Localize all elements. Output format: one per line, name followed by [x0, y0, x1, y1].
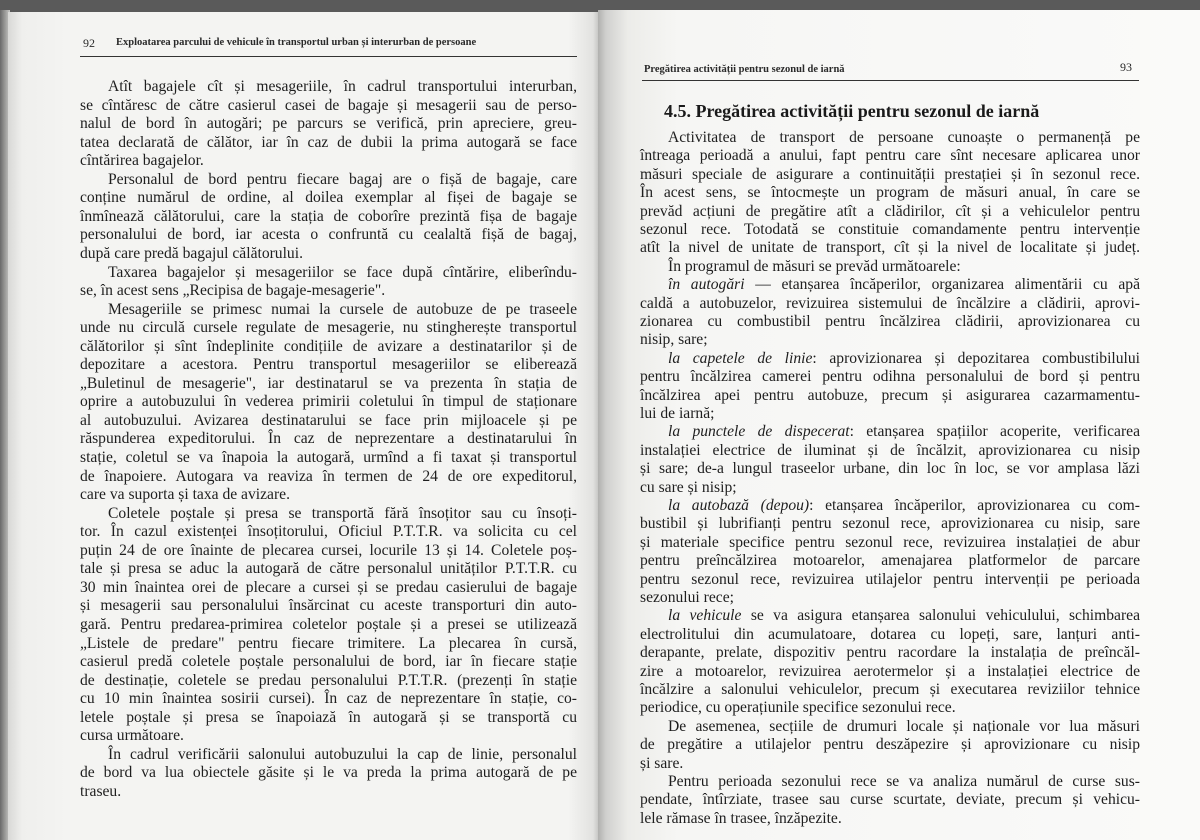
line-text: bustibil și lubrifianți pentru sezonul rece, aprovizionarea cu nisip, sare — [640, 515, 1140, 533]
text-line — [640, 423, 1140, 441]
text-line: stație, coletul se va înapoia la autogară, urmînd a fi taxat și transportul — [80, 449, 577, 466]
text-line: conține numărul de ordine, al doilea exemplar al fișei de bagaje se — [80, 189, 577, 207]
text-line — [640, 239, 1140, 257]
text-line — [640, 129, 1140, 147]
text-line: gară. Pentru predarea-primirea coletelor poștale și a presei se utilizează — [80, 615, 577, 633]
text-line: puțin 24 de ore înainte de plecarea cursei, locurile 13 și 14. Coletele poș- — [80, 541, 577, 559]
text-line: Atît bagajele cît și mesageriile, în cadrul transportului interurban, — [108, 78, 577, 95]
text-line: și mesagerii sau personalului însărcinat cu aceste transporturi din auto- — [80, 597, 577, 615]
text-line — [640, 681, 1140, 699]
line-text: lui de iarnă; — [640, 405, 715, 422]
italic-term: la punctele de dispecerat — [668, 423, 850, 441]
text-line — [640, 387, 1140, 405]
text-line — [640, 331, 1140, 349]
text-line — [640, 699, 1140, 717]
text-line: al autobuzului. Avizarea destinatarului se face prin mijloacele și pe — [80, 411, 577, 429]
text-line — [640, 479, 1140, 497]
line-text: sezonul rece. Totodată se constituie comandamente pentru intervenție — [640, 221, 1140, 238]
text-line — [640, 626, 1140, 644]
text-line: cîntărirea bagajelor. — [80, 152, 204, 170]
text-line: de destinație, coletele se predau personalului P.T.T.R. (prezenți în stație — [80, 671, 577, 689]
line-text: instalației electrice de iluminat și de încălzit, aprovizionarea cu nisip — [640, 441, 1140, 459]
text-line — [640, 718, 1140, 736]
text-line — [640, 644, 1140, 662]
left-page — [8, 12, 598, 840]
italic-term: în autogări — [668, 276, 745, 294]
text-line: unde nu circulă cursele regulate de mesagerie, nu stingherește transportul — [80, 319, 577, 337]
text-line: tor. În cazul existenței însoțitorului, Oficiul P.T.T.R. va solicita cu cel — [80, 523, 577, 541]
line-text: zire a motoarelor, revizuirea aerotermelor și a instalației electrice de — [640, 662, 1140, 680]
line-text: cu sare și nisip; — [640, 478, 737, 496]
text-line — [640, 607, 1140, 625]
text-line — [640, 166, 1140, 184]
line-text: atît la nivel de unitate de transport, cît și la nivel de localitate și județ. — [640, 239, 1140, 257]
line-text: caldă a autobuzelor, revizuirea sistemului de încălzire a clădirii, aprovi- — [640, 294, 1140, 312]
text-line — [640, 350, 1140, 368]
line-text: pendate, întîrziate, trasee sau curse scurtate, deviate, precum și vehicu- — [640, 791, 1140, 809]
text-line: de înapoiere. Autogara va reaviza în termen de 24 de ore expeditorul, — [80, 467, 577, 485]
text-line — [640, 221, 1140, 239]
running-head: Pregătirea activității pentru sezonul de iarnă — [644, 64, 845, 75]
line-text: pentru sezonul rece, revizuirea utilajelor pentru intervenții pe perioada — [640, 570, 1140, 588]
text-line: „Listele de predare" pentru fiecare trimitere. La plecarea în cursă, — [80, 634, 577, 652]
right-page — [598, 10, 1200, 840]
text-line — [640, 497, 1140, 515]
header-rule — [80, 56, 577, 57]
text-line — [640, 515, 1140, 533]
text-line: oprire a autobuzului în vederea primirii coletului în timpul de staționare — [80, 393, 577, 411]
text-line — [640, 810, 1140, 828]
text-line — [640, 736, 1140, 754]
line-text: În programul de măsuri se prevăd următoarele: — [668, 257, 961, 275]
text-line: letele poștale și presa se înapoiază în autogară și se transportă cu — [80, 708, 577, 726]
text-line: de bord va lua obiectele găsite și le va preda la prima autogară de pe — [80, 764, 577, 782]
line-text: prevăd acțiuni de pregătire atît a clădirilor, cît și a vehiculelor pentru — [640, 202, 1140, 220]
text-line — [640, 773, 1140, 791]
italic-term: la autobază (depou) — [668, 497, 810, 514]
line-text: și sare; de-a lungul traseelor urbane, din loc în loc, se vor amplasa lăzi — [640, 460, 1140, 478]
line-text: În acest sens, se întocmește un program de măsuri anual, în care se — [640, 184, 1140, 202]
line-text: — etanșarea încăperilor, organizarea alimentării cu apă — [744, 276, 1140, 294]
running-head: Exploatarea parcului de vehicule în transportul urban și interurban de persoane — [116, 37, 477, 48]
text-line: cu 10 min înaintea sosirii cursei). În caz de neprezentare în stație, co- — [80, 690, 577, 708]
text-line: Personalul de bord pentru fiecare bagaj are o fișă de bagaje, care — [108, 170, 577, 188]
text-line: înmînează călătorului, care la stația de coborîre prezintă fișa de bagaje — [80, 207, 577, 225]
text-line — [640, 276, 1140, 294]
line-text: și materiale specifice pentru sezonul rece, revizuirea instalației de abur — [640, 533, 1140, 551]
text-line: se, în acest sens „Recipisa de bagaje-mesagerie". — [80, 282, 386, 300]
text-line: „Buletinul de mesagerie", iar destinatarul se va prezenta în stația de — [80, 374, 577, 392]
text-line: tatea declarată de călător, iar în caz de dubii la prima autogară se face — [80, 133, 577, 151]
line-text: : aprovizionarea și depozitarea combustibilului — [812, 349, 1141, 367]
text-line: personalului de bord, iar acesta o confruntă cu cealaltă fișă de bagaj, — [80, 226, 577, 244]
text-line — [640, 460, 1140, 478]
text-line: care va suporta și taxa de avizare. — [80, 486, 290, 504]
text-line: 30 min înaintea orei de plecare a cursei și se predau casierului de bagaje — [80, 578, 577, 596]
text-line: după care predă bagajul călătorului. — [80, 244, 303, 262]
text-line — [640, 203, 1140, 221]
line-text: sezonului rece; — [640, 589, 734, 606]
line-text: : etanșarea spațiilor acoperite, verificarea — [849, 423, 1140, 441]
line-text: pentru încălzirea camerei pentru odihna personalului de bord și pentru — [640, 368, 1140, 386]
text-line: se cîntăresc de către casierul casei de bagaje și mesagerii sau de perso- — [80, 96, 577, 114]
header-rule — [642, 80, 1139, 81]
line-text: derapante, prelate, dispozitiv pentru racordare la instalația de preîncăl- — [640, 644, 1140, 662]
line-text: zionarea cu combustibil pentru încălzirea clădirii, aprovizionarea cu — [640, 313, 1140, 330]
line-text: și sare. — [640, 754, 684, 772]
text-line — [640, 442, 1140, 460]
page-number: 92 — [83, 36, 95, 50]
text-line: Mesageriile se primesc numai la cursele de autobuze de pe traseele — [108, 300, 577, 318]
line-text: pentru preîncălzirea motoarelor, amenajarea platformelor de parcare — [640, 552, 1140, 570]
text-line: depozitare a acestora. Pentru transportul mesageriilor se eliberează — [80, 356, 577, 374]
text-line — [640, 571, 1140, 589]
line-text: Pentru perioada sezonului rece se va analiza numărul de curse sus- — [668, 773, 1140, 790]
text-line: Taxarea bagajelor și mesageriilor se face după cîntărire, eliberîndu- — [108, 263, 577, 281]
text-line: casierul predă coletele poștale personalului de bord, iar în fiecare stație — [80, 653, 577, 671]
text-line — [640, 589, 1140, 607]
italic-term: la capetele de linie — [668, 349, 813, 367]
text-line: tale și presa se aduc la autogară de către personalul unităților P.T.T.R. cu — [80, 560, 577, 578]
text-line — [640, 791, 1140, 809]
text-line: cursa următoare. — [80, 727, 184, 745]
text-line — [640, 552, 1140, 570]
text-line: călătorilor și sînt îndeplinite condițiile de avizare a destinatarilor și de — [80, 337, 577, 355]
text-line — [640, 663, 1140, 681]
text-line: Coletele poștale și presa se transportă fără însoțitor sau cu însoți- — [108, 504, 577, 522]
line-text: : etanșarea încăperilor, aprovizionarea cu com- — [809, 497, 1140, 514]
line-text: încălzirea apei pentru autobuze, precum și asigurarea cazarmamentu- — [640, 386, 1140, 404]
line-text: nisip, sare; — [640, 331, 708, 349]
text-line: traseu. — [80, 782, 122, 800]
line-text: electrolitului din acumulatoare, dotarea cu lopeți, sare, lanțuri anti- — [640, 625, 1140, 643]
text-line: nalul de bord în autogări; pe parcurs se verifică, prin apreciere, greu- — [80, 115, 577, 133]
text-line: În cadrul verificării salonului autobuzului la cap de linie, personalul — [108, 745, 577, 763]
line-text: periodice, cu operațiunile specifice sezonului rece. — [640, 699, 956, 717]
line-text: întreaga perioadă a anului, fapt pentru care sînt necesare aplicarea unor — [640, 147, 1140, 165]
text-line: răspunderea expeditorului. În caz de neprezentare a destinatarului în — [80, 430, 577, 448]
text-line — [640, 755, 1140, 773]
line-text: se va asigura etanșarea salonului vehiculului, schimbarea — [741, 607, 1140, 625]
text-line — [640, 313, 1140, 331]
italic-term: la vehicule — [668, 607, 742, 625]
line-text: măsuri speciale de asigurare a continuității prestației și în sezonul rece. — [640, 165, 1140, 183]
line-text: lele rămase în trasee, înzăpezite. — [640, 809, 842, 827]
text-line — [640, 295, 1140, 313]
line-text: încălzire a salonului vehiculelor, precum și executarea reviziilor tehnice — [640, 681, 1140, 698]
text-line — [640, 534, 1140, 552]
text-line — [640, 258, 1140, 276]
line-text: Activitatea de transport de persoane cunoaște o permanență pe — [668, 129, 1140, 146]
text-line — [640, 405, 1140, 423]
page-number: 93 — [1120, 60, 1132, 74]
text-line — [640, 184, 1140, 202]
line-text: de pregătire a utilajelor pentru deszăpezire și aprovizionare cu nisip — [640, 736, 1140, 754]
text-line — [640, 147, 1140, 165]
section-title: 4.5. Pregătirea activității pentru sezonul de iarnă — [664, 101, 1040, 121]
text-line — [640, 368, 1140, 386]
line-text: De asemenea, secțiile de drumuri locale și naționale vor lua măsuri — [668, 717, 1140, 735]
